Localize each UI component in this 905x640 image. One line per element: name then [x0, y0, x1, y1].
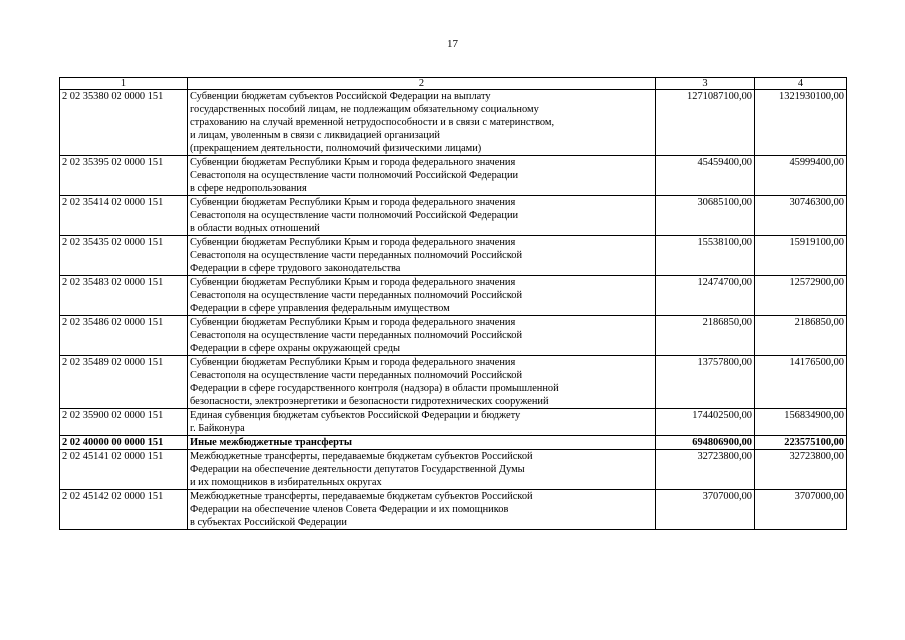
budget-code-cell: 2 02 35380 02 0000 151 [60, 90, 188, 156]
budget-code-cell: 2 02 35486 02 0000 151 [60, 316, 188, 356]
amount-year1-cell: 15538100,00 [656, 236, 755, 276]
amount-year1-cell: 12474700,00 [656, 276, 755, 316]
description-line: Федерации в сфере трудового законодательства [190, 263, 401, 274]
page-number: 17 [447, 38, 458, 50]
table-row [60, 409, 847, 436]
description-cell [188, 450, 656, 490]
column-header-3: 3 [656, 78, 755, 90]
table-row [60, 450, 847, 490]
table-row [60, 156, 847, 196]
description-cell [188, 236, 656, 276]
table-row [60, 196, 847, 236]
description-line: и лицам, уволенным в связи с ликвидацией организаций [190, 130, 440, 141]
description-line: Севастополя на осуществление части переданных полномочий Российской [190, 250, 523, 261]
column-header-4: 4 [755, 78, 847, 90]
description-line: Субвенции бюджетам Республики Крым и города федерального значения [190, 277, 516, 288]
amount-year2-cell: 32723800,00 [755, 450, 847, 490]
amount-year1-cell: 694806900,00 [656, 436, 755, 450]
table-row [60, 490, 847, 530]
description-line: (прекращением деятельности, полномочий физическими лицами) [190, 143, 482, 154]
description-line: Субвенции бюджетам Республики Крым и города федерального значения [190, 157, 516, 168]
amount-year2-cell: 15919100,00 [755, 236, 847, 276]
budget-code-cell: 2 02 35483 02 0000 151 [60, 276, 188, 316]
description-cell [188, 156, 656, 196]
description-cell [188, 490, 656, 530]
amount-year1-cell: 30685100,00 [656, 196, 755, 236]
description-line: Субвенции бюджетам Республики Крым и города федерального значения [190, 237, 516, 248]
description-line: Субвенции бюджетам субъектов Российской Федерации на выплату [190, 91, 491, 102]
description-line: Федерации на обеспечение деятельности депутатов Государственной Думы [190, 464, 525, 475]
amount-year2-cell: 45999400,00 [755, 156, 847, 196]
budget-code-cell: 2 02 35900 02 0000 151 [60, 409, 188, 436]
description-line: Севастополя на осуществление части переданных полномочий Российской [190, 330, 523, 341]
budget-code-cell: 2 02 35489 02 0000 151 [60, 356, 188, 409]
description-line: государственных пособий лицам, не подлежащим обязательному социальному [190, 104, 539, 115]
description-line: в сфере недропользования [190, 183, 307, 194]
description-cell [188, 436, 656, 450]
amount-year1-cell: 1271087100,00 [656, 90, 755, 156]
description-line: Субвенции бюджетам Республики Крым и города федерального значения [190, 357, 516, 368]
description-line: Севастополя на осуществление части полномочий Российской Федерации [190, 170, 519, 181]
description-line: Межбюджетные трансферты, передаваемые бюджетам субъектов Российской [190, 491, 533, 502]
description-line: Федерации в сфере охраны окружающей среды [190, 343, 400, 354]
description-cell [188, 90, 656, 156]
amount-year2-cell: 30746300,00 [755, 196, 847, 236]
description-line: Федерации на обеспечение членов Совета Федерации и их помощников [190, 504, 509, 515]
budget-code-cell: 2 02 45142 02 0000 151 [60, 490, 188, 530]
description-cell [188, 196, 656, 236]
budget-code-cell: 2 02 35435 02 0000 151 [60, 236, 188, 276]
amount-year1-cell: 45459400,00 [656, 156, 755, 196]
description-line: безопасности, электроэнергетики и безопасности гидротехнических сооружений [190, 396, 549, 407]
budget-code-cell: 2 02 35395 02 0000 151 [60, 156, 188, 196]
description-cell [188, 276, 656, 316]
description-line: в субъектах Российской Федерации [190, 517, 347, 528]
amount-year1-cell: 174402500,00 [656, 409, 755, 436]
description-line: Севастополя на осуществление части переданных полномочий Российской [190, 290, 523, 301]
budget-code-cell: 2 02 35414 02 0000 151 [60, 196, 188, 236]
amount-year2-cell: 2186850,00 [755, 316, 847, 356]
description-line: г. Байконура [190, 423, 245, 434]
description-line: и их помощников в избирательных округах [190, 477, 382, 488]
column-header-2: 2 [188, 78, 656, 90]
description-line: Севастополя на осуществление части переданных полномочий Российской [190, 370, 523, 381]
amount-year2-cell: 3707000,00 [755, 490, 847, 530]
description-line: Субвенции бюджетам Республики Крым и города федерального значения [190, 317, 516, 328]
table-row [60, 436, 847, 450]
description-line: Межбюджетные трансферты, передаваемые бюджетам субъектов Российской [190, 451, 533, 462]
amount-year2-cell: 1321930100,00 [755, 90, 847, 156]
budget-table [59, 77, 847, 530]
table-row [60, 316, 847, 356]
table-body [60, 90, 847, 530]
description-line: Иные межбюджетные трансферты [190, 437, 353, 448]
table-header-row [60, 78, 847, 90]
table-row [60, 276, 847, 316]
description-line: Севастополя на осуществление части полномочий Российской Федерации [190, 210, 519, 221]
amount-year2-cell: 223575100,00 [755, 436, 847, 450]
amount-year1-cell: 2186850,00 [656, 316, 755, 356]
description-line: в области водных отношений [190, 223, 320, 234]
amount-year2-cell: 156834900,00 [755, 409, 847, 436]
budget-code-cell: 2 02 45141 02 0000 151 [60, 450, 188, 490]
table-row [60, 356, 847, 409]
description-line: страхованию на случай временной нетрудоспособности и в связи с материнством, [190, 117, 555, 128]
column-header-1: 1 [60, 78, 188, 90]
description-cell [188, 356, 656, 409]
amount-year1-cell: 32723800,00 [656, 450, 755, 490]
description-line: Субвенции бюджетам Республики Крым и города федерального значения [190, 197, 516, 208]
amount-year1-cell: 3707000,00 [656, 490, 755, 530]
amount-year1-cell: 13757800,00 [656, 356, 755, 409]
description-line: Федерации в сфере управления федеральным имуществом [190, 303, 450, 314]
description-line: Единая субвенция бюджетам субъектов Российской Федерации и бюджету [190, 410, 521, 421]
description-cell [188, 409, 656, 436]
description-cell [188, 316, 656, 356]
table-row [60, 236, 847, 276]
amount-year2-cell: 14176500,00 [755, 356, 847, 409]
description-line: Федерации в сфере государственного контроля (надзора) в области промышленной [190, 383, 559, 394]
budget-code-cell: 2 02 40000 00 0000 151 [60, 436, 188, 450]
amount-year2-cell: 12572900,00 [755, 276, 847, 316]
table-row [60, 90, 847, 156]
